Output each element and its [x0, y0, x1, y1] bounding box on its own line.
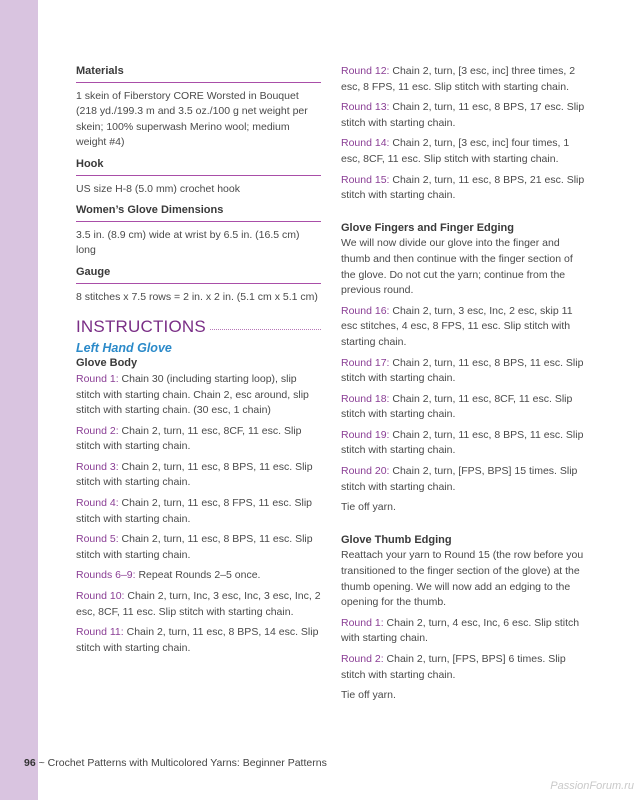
- title-dotted-rule: [210, 329, 321, 330]
- materials-text: 1 skein of Fiberstory CORE Worsted in Bouquet (218 yd./199.3 m and 3.5 oz./100 g net weight per skein; 100% superwash Merino wool; medium weight #4): [76, 89, 308, 149]
- round-text: Chain 2, turn, 3 esc, Inc, 2 esc, skip 11 esc stitches, 4 esc, 8 FPS, 11 esc. Slip stitch with starting chain.: [341, 304, 573, 348]
- round-item: [341, 428, 588, 459]
- round-item: [76, 496, 321, 527]
- round-label: Round 2:: [76, 424, 119, 437]
- round-label: Round 20:: [341, 465, 390, 478]
- page-number: 96: [24, 757, 36, 769]
- round-text: Chain 2, turn, [FPS, BPS] 6 times. Slip stitch with starting chain.: [341, 653, 566, 681]
- round-item: [76, 625, 321, 656]
- round-label: Round 1:: [76, 372, 119, 385]
- round-label: Round 18:: [341, 392, 390, 405]
- round-text: Chain 2, turn, [3 esc, inc] four times, 1 esc, 8CF, 11 esc. Slip stitch with starting chain.: [341, 137, 570, 165]
- right-rounds-list-a: [341, 64, 588, 204]
- round-item: [76, 424, 321, 455]
- glove-body-heading: Glove Body: [76, 357, 138, 370]
- round-text: Chain 2, turn, [3 esc, inc] three times, 2 esc, 8 FPS, 11 esc. Slip stitch with starting chain.: [341, 65, 576, 93]
- fingers-heading: Glove Fingers and Finger Edging: [341, 221, 514, 234]
- round-item: [341, 356, 588, 387]
- round-text: Chain 2, turn, 11 esc, 8 BPS, 11 esc. Slip stitch with starting chain.: [341, 428, 584, 457]
- round-item: [341, 173, 588, 204]
- left-rounds-list: [76, 372, 321, 657]
- round-item: [76, 532, 321, 563]
- footer-separator: ~: [35, 757, 48, 769]
- round-label: Round 12:: [341, 65, 390, 77]
- thumb-heading: Glove Thumb Edging: [341, 533, 452, 546]
- right-rounds-list-c: [341, 616, 588, 683]
- tie-off-text: Tie off yarn.: [341, 501, 396, 514]
- right-column: [341, 64, 588, 709]
- round-item: [341, 64, 588, 95]
- spacer: [341, 209, 588, 221]
- round-text: Chain 2, turn, 11 esc, 8 BPS, 14 esc. Slip stitch with starting chain.: [76, 626, 319, 654]
- round-label: Round 17:: [341, 356, 390, 369]
- round-item: [341, 616, 588, 647]
- round-label: Round 5:: [76, 533, 119, 546]
- round-text: Chain 2, turn, [FPS, BPS] 15 times. Slip stitch with starting chain.: [341, 465, 578, 493]
- round-item: [76, 589, 321, 620]
- round-label: Round 4:: [76, 497, 119, 510]
- round-label: Round 15:: [341, 173, 390, 186]
- spacer: [341, 521, 588, 533]
- round-text: Chain 2, turn, Inc, 3 esc, Inc, 3 esc, Inc, 2 esc, 8CF, 11 esc. Slip stitch with starting chain.: [76, 590, 321, 618]
- round-label: Round 2:: [341, 653, 384, 665]
- round-label: Round 3:: [76, 460, 119, 473]
- round-item: [76, 372, 321, 419]
- round-label: Round 1:: [341, 616, 384, 629]
- round-label: Rounds 6–9:: [76, 569, 136, 582]
- round-label: Round 19:: [341, 428, 390, 441]
- instructions-title-text: INSTRUCTIONS: [76, 317, 206, 337]
- hook-heading: Hook: [76, 157, 321, 176]
- round-text: Chain 2, turn, 11 esc, 8 BPS, 17 esc. Slip stitch with starting chain.: [341, 101, 585, 129]
- round-text: Chain 2, turn, 11 esc, 8CF, 11 esc. Slip stitch with starting chain.: [341, 392, 573, 421]
- round-text: Chain 30 (including starting loop), slip stitch with starting chain. Chain 2, esc around, slip stitch with starting chain. (30 esc, 1 chain): [76, 372, 309, 417]
- round-text: Chain 2, turn, 11 esc, 8 BPS, 11 esc. Slip stitch with starting chain.: [76, 460, 313, 489]
- round-text: Repeat Rounds 2–5 once.: [135, 569, 261, 582]
- left-hand-glove-subtitle: Left Hand Glove: [76, 340, 172, 355]
- page-footer: [24, 757, 327, 769]
- round-item: [76, 460, 321, 491]
- tie-off-text: Tie off yarn.: [341, 689, 396, 702]
- round-item: [76, 568, 321, 584]
- round-text: Chain 2, turn, 11 esc, 8 BPS, 11 esc. Slip stitch with starting chain.: [341, 356, 584, 385]
- gauge-heading: Gauge: [76, 265, 321, 284]
- instructions-title: [76, 319, 321, 335]
- gauge-text: 8 stitches x 7.5 rows = 2 in. x 2 in. (5.1 cm x 5.1 cm): [76, 290, 318, 303]
- round-text: Chain 2, turn, 11 esc, 8 BPS, 11 esc. Slip stitch with starting chain.: [76, 533, 313, 561]
- round-text: Chain 2, turn, 11 esc, 8CF, 11 esc. Slip stitch with starting chain.: [76, 424, 302, 453]
- materials-heading: Materials: [76, 64, 321, 83]
- dimensions-heading: Women’s Glove Dimensions: [76, 203, 321, 222]
- round-label: Round 13:: [341, 101, 390, 114]
- right-rounds-list-b: [341, 304, 588, 496]
- hook-text: US size H-8 (5.0 mm) crochet hook: [76, 182, 240, 195]
- page-side-band: [0, 0, 38, 800]
- round-label: Round 14:: [341, 137, 390, 150]
- round-text: Chain 2, turn, 4 esc, Inc, 6 esc. Slip stitch with starting chain.: [341, 616, 580, 645]
- fingers-intro: We will now divide our glove into the finger and thumb and then continue with the finger section of the glove. Do not cut the yarn; continue from the previous round.: [341, 237, 573, 297]
- round-item: [341, 100, 588, 131]
- thumb-intro: Reattach your yarn to Round 15 (the row before you transitioned to the finger section of the glove) at the thumb opening. We will now add an edging to the opening for the thumb.: [341, 549, 584, 609]
- round-item: [341, 136, 588, 167]
- dimensions-text: 3.5 in. (8.9 cm) wide at wrist by 6.5 in. (16.5 cm) long: [76, 228, 300, 257]
- round-text: Chain 2, turn, 11 esc, 8 BPS, 21 esc. Slip stitch with starting chain.: [341, 173, 585, 202]
- round-item: [341, 652, 588, 683]
- left-column: [76, 64, 321, 661]
- book-title: Crochet Patterns with Multicolored Yarns: Beginner Patterns: [47, 757, 327, 769]
- round-item: [341, 464, 588, 495]
- round-item: [341, 392, 588, 423]
- round-item: [341, 304, 588, 351]
- watermark: PassionForum.ru: [550, 780, 634, 792]
- round-label: Round 11:: [76, 626, 124, 639]
- round-label: Round 16:: [341, 304, 390, 317]
- round-label: Round 10:: [76, 590, 125, 603]
- round-text: Chain 2, turn, 11 esc, 8 FPS, 11 esc. Slip stitch with starting chain.: [76, 497, 312, 525]
